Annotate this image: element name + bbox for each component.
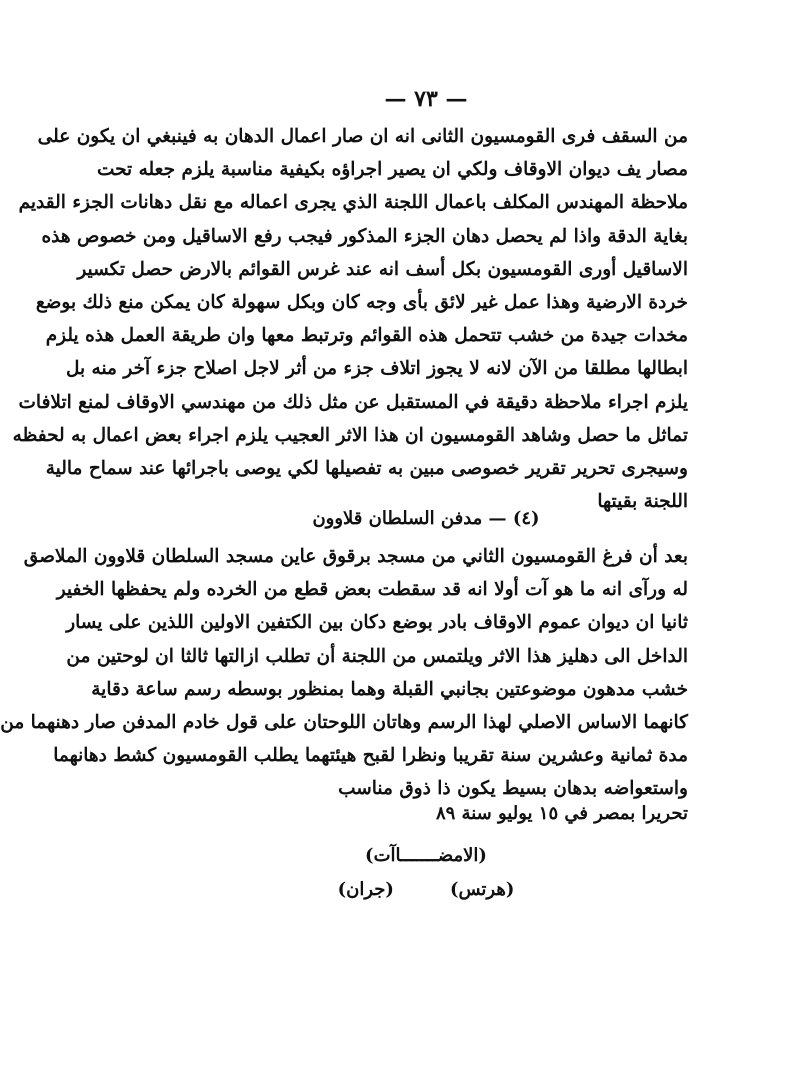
dateline: تحريرا بمصر في ١٥ يوليو سنة ٨٩ bbox=[435, 803, 688, 824]
text-line: ملاحظة المهندس المكلف باعمال اللجنة الذي يجرى اعماله مع نقل دهانات الجزء القديم bbox=[18, 192, 688, 214]
text-line: يلزم اجراء ملاحظة دقيقة في المستقبل عن مثل ذلك من مهندسي الاوقاف لمنع اتلافات bbox=[18, 391, 688, 413]
text-line: كانهما الاساس الاصلي لهذا الرسم وهاتان اللوحتان على قول خادم المدفن صار دهنهما من bbox=[0, 711, 688, 733]
text-line: له ورآى انه ما هو آت أولا انه قد سقطت بعض قطع من الخرده ولم يحفظها الخفير bbox=[56, 579, 688, 601]
signature-name: (جران) bbox=[337, 879, 394, 900]
text-line: ثانيا ان ديوان عموم الاوقاف بادر بوضع دكان بين الكتفين الاولين اللذين على يسار bbox=[66, 612, 688, 634]
section-heading: (٤) — مدفن السلطان قلاوون bbox=[312, 508, 540, 529]
text-line: خشب مدهون موضوعتين بجانبي القبلة وهما بمنظور بوسطه رسم ساعة دقاية bbox=[91, 678, 688, 700]
text-line: مخدات جيدة من خشب تتحمل هذه القوائم وترتبط معها وان طريقة العمل هذه يلزم bbox=[45, 325, 688, 347]
text-line: مصار يف ديوان الاوقاف ولكي ان يصير اجراؤه بكيفية مناسبة يلزم جعله تحت bbox=[96, 159, 688, 181]
text-line: ابطالها مطلقا من الآن لانه لا يجوز اتلاف جزء من أثر لاجل اصلاح جزء آخر منه بل bbox=[65, 358, 688, 380]
text-line: واستعواضه بدهان بسيط يكون ذا ذوق مناسب bbox=[338, 778, 688, 800]
text-line: بغاية الدقة واذا لم يحصل دهان الجزء المذكور فيجب رفع الاساقيل ومن خصوص هذه bbox=[41, 225, 688, 247]
paragraph-section-3 bbox=[12, 120, 688, 518]
text-line: تماثل ما حصل وشاهد القومسيون ان هذا الاثر العجيب يلزم اجراء بعض اعمال به لحفظه bbox=[12, 424, 688, 446]
text-line: اللجنة بقيتها bbox=[597, 491, 688, 513]
text-line: مدة ثمانية وعشرين سنة تقريبا ونظرا لقبح هيئتهما يطلب القومسيون كشط دهانهما bbox=[53, 745, 688, 767]
text-line: بعد أن فرغ القومسيون الثاني من مسجد برقوق عاين مسجد السلطان قلاوون الملاصق bbox=[23, 546, 688, 567]
text-line: الداخل الى دهليز هذا الاثر ويلتمس من اللجنة أن تطلب ازالتها ثالثا ان لوحتين من bbox=[66, 645, 688, 667]
text-line: الاساقيل أورى القومسيون بكل أسف انه عند غرس القوائم بالارض حصل تكسير bbox=[77, 258, 688, 280]
signature-names bbox=[66, 876, 786, 904]
signature-name: (هرتس) bbox=[449, 879, 515, 900]
text-line: من السقف فرى القومسيون الثانى انه ان صار اعمال الدهان به فينبغي ان يكون على bbox=[37, 126, 688, 147]
text-line: خردة الارضية وهذا عمل غير لائق بأى وجه كان وبكل سهولة كان يمكن منع ذلك بوضع bbox=[35, 291, 688, 313]
text-line: وسيجرى تحرير تقرير خصوصى مبين به تفصيلها لكي يوصى باجرائها عند سماح مالية bbox=[45, 457, 688, 479]
signatures-title: (الامضـــــــاآت) bbox=[365, 845, 487, 866]
page-number: — ٧٣ — bbox=[384, 86, 468, 112]
paragraph-section-4 bbox=[0, 540, 688, 806]
